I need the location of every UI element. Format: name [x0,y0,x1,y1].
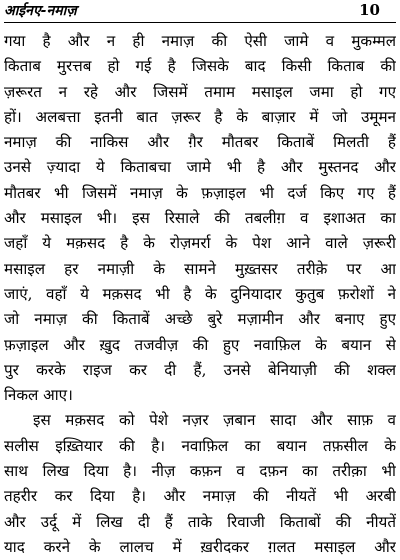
text-line: गया है और न ही नमाज़ की ऐसी जामे व मुकम्मल [4,32,396,50]
text-line: ज़रूरत न रहे और जिसमें तमाम मसाइल जमा हो गए [4,82,396,101]
paragraph [4,29,396,408]
text-line: उनसे ज़्यादा ये किताबचा जामे भी है और मुस्तनद और [4,158,396,177]
text-line: मसाइल हर नमाज़ी के सामने मुख़्तसर तरीक़े पर आ [4,259,396,278]
text-line: मौतबर भी जिसमें नमाज़ के फ़ज़ाइल भी दर्ज किए गए हैं [4,183,396,202]
header-divider [4,22,396,23]
text-line: निकल आए। [4,386,73,405]
page-header [4,0,396,24]
text-line: जाएं, वहाँ ये मक़सद भी है के दुनियादार कुतुब फ़रोशों ने [4,284,396,303]
text-line: जहाँ ये मक़सद है के रोज़मर्रा के पेश आने वाले ज़रूरी [4,234,396,253]
text-line: जो नमाज़ की किताबें अच्छे बुरे मज़ामीन और बनाए हुए [4,310,396,329]
text-line: साथ लिख दिया है। नीज़ कफ़न व दफ़न का तरीक़ा भी [4,462,396,481]
text-line: और उर्दू में लिख दी हैं ताके रिवाजी किताबों की नीयतें [4,512,396,531]
text-line: हों। अलबत्ता इतनी बात ज़रूर है के बाज़ार में जो उमूमन [4,107,396,126]
text-line: पुर करके राइज कर दी हैं, उनसे बेनियाज़ी की शक्ल [4,360,396,379]
text-line: इस मक़सद को पेशे नज़र ज़बान सादा और साफ़ व [33,411,396,430]
book-title: आईनए-नमाज़ [4,3,77,19]
text-line: याद करने के लालच में ख़रीदकर ग़लत मसाइल और [4,537,396,556]
text-line: तहरीर कर दिया है। और नमाज़ की नीयतें भी अरबी [4,487,396,506]
page-body [4,29,396,560]
text-line: नमाज़ की नाकिस और ग़ैर मौतबर किताबें मिलती हैं [4,133,396,152]
page-number: 10 [359,1,380,19]
paragraph [4,408,396,560]
text-line: किताब मुरत्तब हो गई है जिसके बाद किसी किताब की [4,57,396,76]
text-line: सलीस इख़्तियार की है। नवाफ़िल का बयान तफ़सील के [4,436,396,455]
text-line: और मसाइल भी। इस रिसाले की तबलीग़ व इशाअत का [4,209,396,228]
text-line: फ़ज़ाइल और ख़ुद तजवीज़ की हुए नवाफ़िल के बयान से [4,335,396,354]
